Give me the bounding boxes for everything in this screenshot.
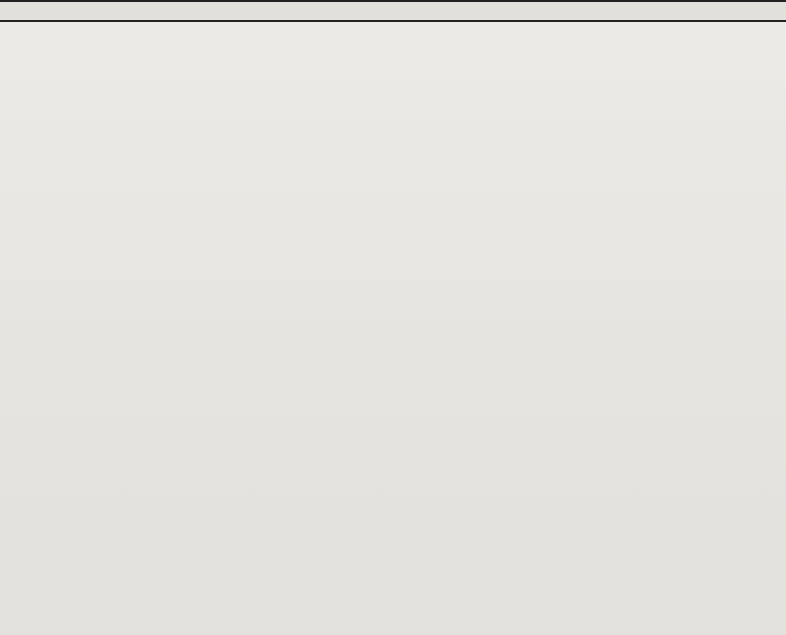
table-header-row — [0, 0, 786, 22]
